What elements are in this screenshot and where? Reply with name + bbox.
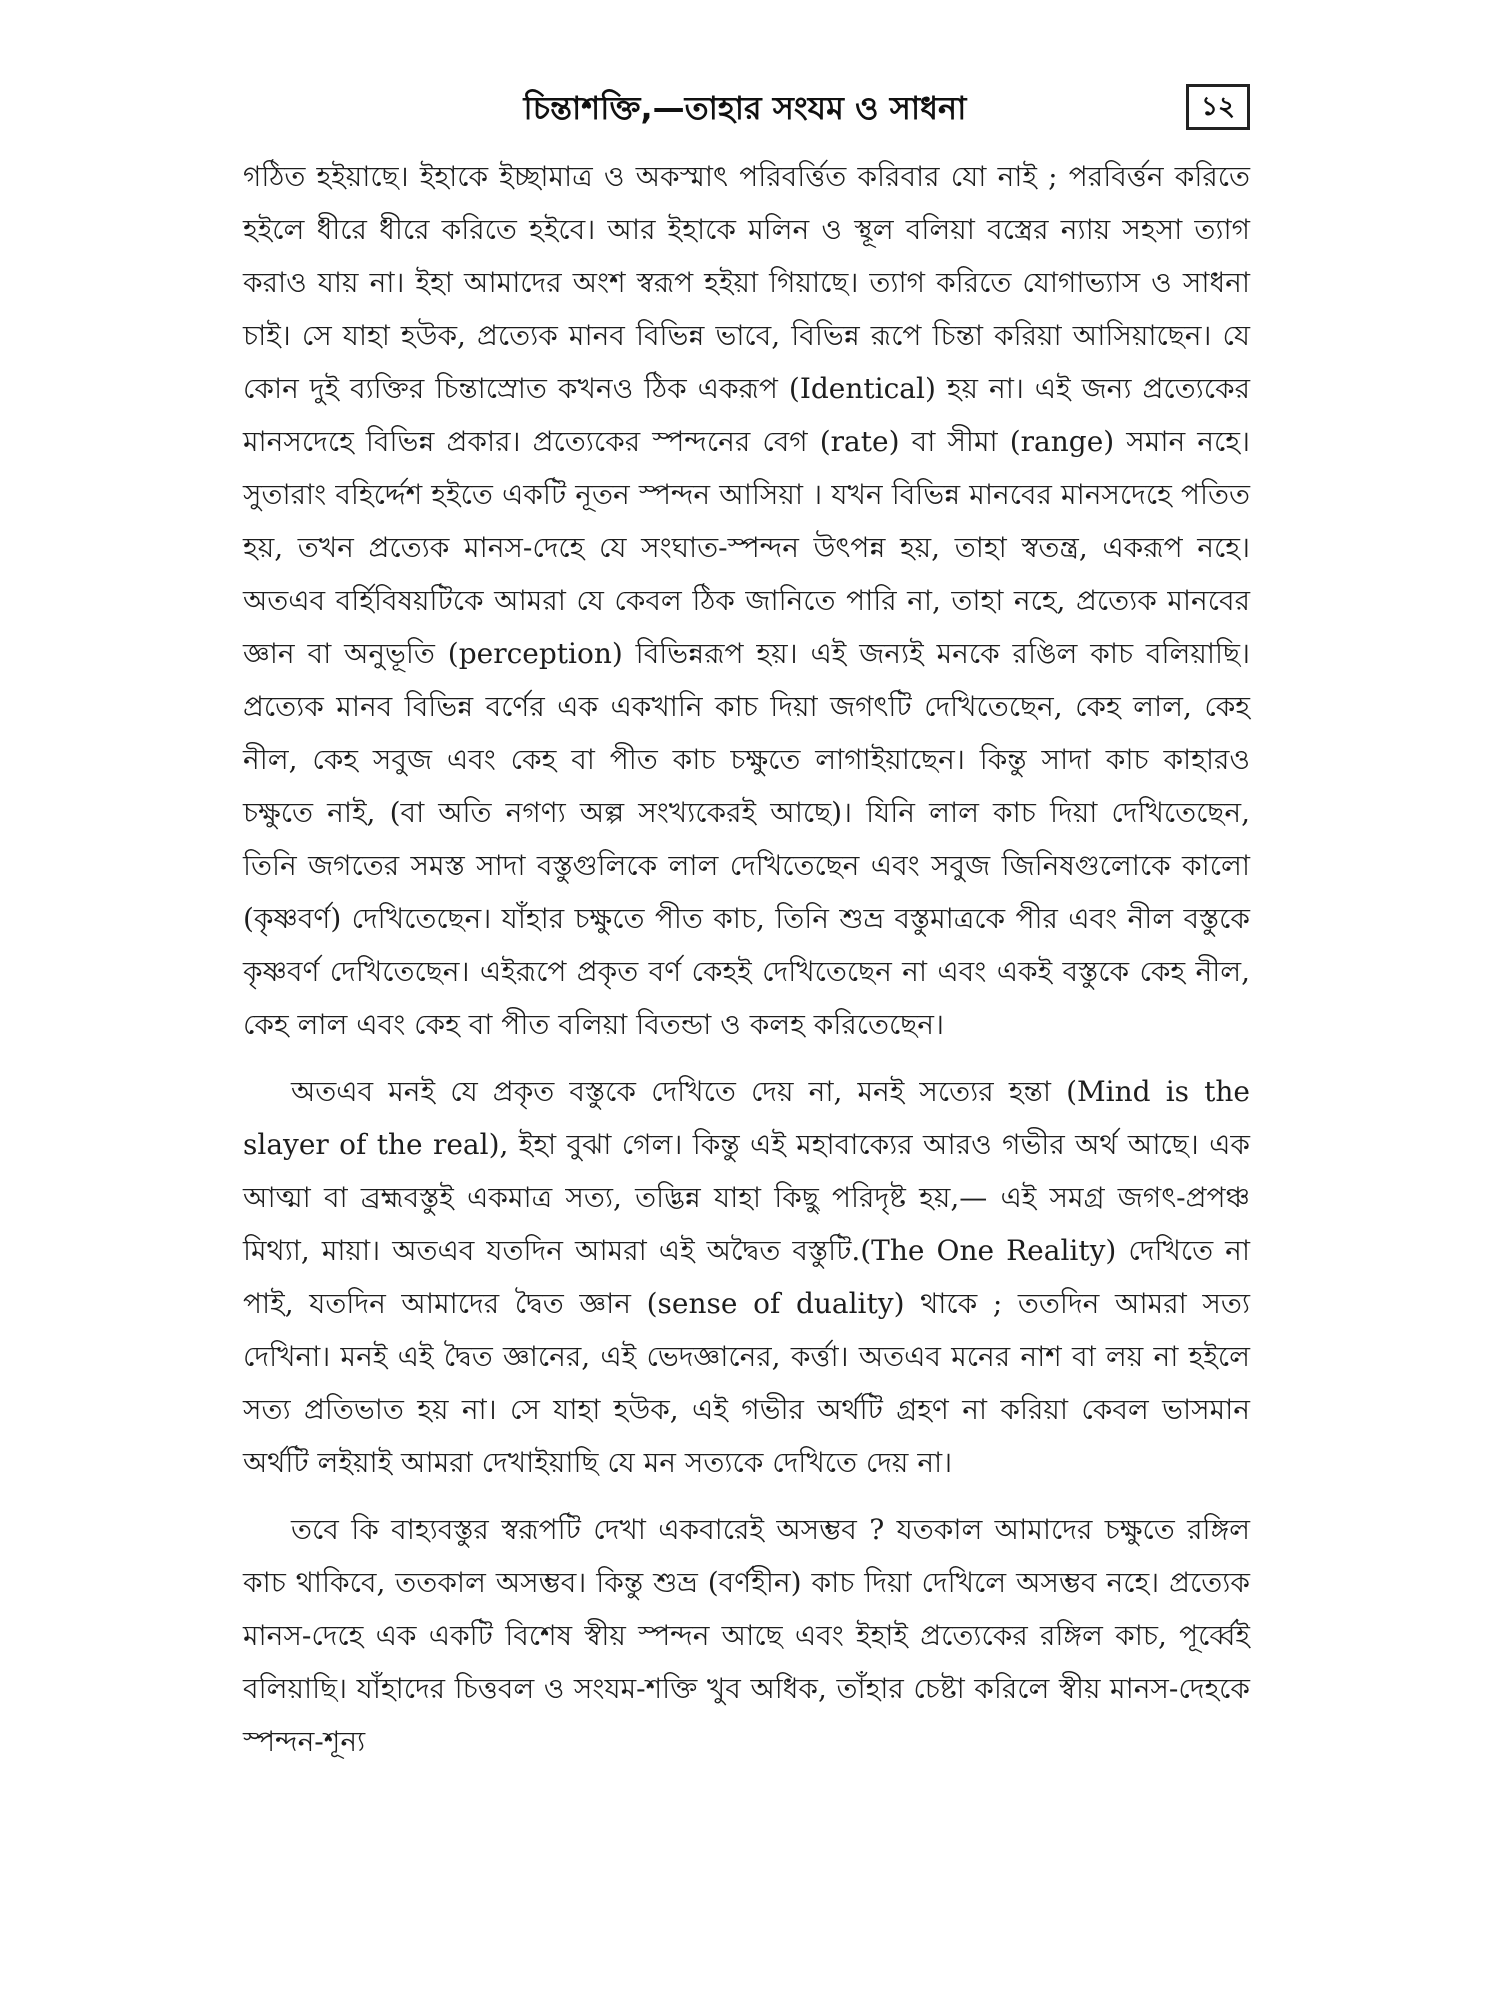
paragraph: তবে কি বাহ্যবস্তুর স্বরূপটি দেখা একবারেই অসম্ভব ? যতকাল আমাদের চক্ষুতে রঙ্গিল কাচ থাকিবে, ততকাল অসম্ভব। কিন্তু শুভ্র (বর্ণহীন) কাচ দিয়া দেখিলে অসম্ভব নহে। প্রত্যেক মানস-দেহে এক একটি বিশেষ স্বীয় স্পন্দন আছে এবং ইহাই প্রত্যেকের রঙ্গিল কাচ, পূর্ব্বেই বলিয়াছি। যাঁহাদের চিত্তবল ও সংযম-শক্তি খুব অধিক, তাঁহার চেষ্টা করিলে স্বীয় মানস-দেহকে স্পন্দন-শূন্য [243, 1513, 1250, 1758]
running-header [240, 82, 1250, 142]
page-number: ১২ [1186, 84, 1250, 130]
body-text [243, 150, 1250, 1768]
paragraph: অতএব মনই যে প্রকৃত বস্তুকে দেখিতে দেয় না, মনই সত্যের হন্তা (Mind is the slayer of the real), ইহা বুঝা গেল। কিন্তু এই মহাবাক্যের আরও গভীর অর্থ আছে। এক আত্মা বা ব্রহ্মবস্তুই একমাত্র সত্য, তদ্ভিন্ন যাহা কিছু পরিদৃষ্ট হয়,— এই সমগ্র জগৎ-প্রপঞ্চ মিথ্যা, মায়া। অতএব যতদিন আমরা এই অদ্বৈত বস্তুটি.(The One Reality) দেখিতে না পাই, যতদিন আমাদের দ্বৈত জ্ঞান (sense of duality) থাকে ; ততদিন আমরা সত্য দেখিনা। মনই এই দ্বৈত জ্ঞানের, এই ভেদজ্ঞানের, কর্ত্তা। অতএব মনের নাশ বা লয় না হইলে সত্য প্রতিভাত হয় না। সে যাহা হউক, এই গভীর অর্থটি গ্রহণ না করিয়া কেবল ভাসমান অর্থটি লইয়াই আমরা দেখাইয়াছি যে মন সত্যকে দেখিতে দেয় না। [243, 1075, 1250, 1479]
paragraph-continued: গঠিত হইয়াছে। ইহাকে ইচ্ছামাত্র ও অকস্মাৎ পরিবর্ত্তিত করিবার যো নাই ; পরবির্ত্তন করিতে হইলে ধীরে ধীরে করিতে হইবে। আর ইহাকে মলিন ও স্থূল বলিয়া বস্ত্রের ন্যায় সহসা ত্যাগ করাও যায় না। ইহা আমাদের অংশ স্বরূপ হইয়া গিয়াছে। ত্যাগ করিতে যোগাভ্যাস ও সাধনা চাই। সে যাহা হউক, প্রত্যেক মানব বিভিন্ন ভাবে, বিভিন্ন রূপে চিন্তা করিয়া আসিয়াছেন। যে কোন দুই ব্যক্তির চিন্তাস্রোত কখনও ঠিক একরূপ (Identical) হয় না। এই জন্য প্রত্যেকের মানসদেহে বিভিন্ন প্রকার। প্রত্যেকের স্পন্দনের বেগ (rate) বা সীমা (range) সমান নহে। সুতারাং বহির্দ্দেশ হইতে একটি নূতন স্পন্দন আসিয়া । যখন বিভিন্ন মানবের মানসদেহে পতিত হয়, তখন প্রত্যেক মানস-দেহে যে সংঘাত-স্পন্দন উৎপন্ন হয়, তাহা স্বতন্ত্র, একরূপ নহে। অতএব বর্হিবিষয়টিকে আমরা যে কেবল ঠিক জানিতে পারি না, তাহা নহে, প্রত্যেক মানবের জ্ঞান বা অনুভূতি (perception) বিভিন্নরূপ হয়। এই জন্যই মনকে রঙিল কাচ বলিয়াছি। প্রত্যেক মানব বিভিন্ন বর্ণের এক একখানি কাচ দিয়া জগৎটি দেখিতেছেন, কেহ লাল, কেহ নীল, কেহ সবুজ এবং কেহ বা পীত কাচ চক্ষুতে লাগাইয়াছেন। কিন্তু সাদা কাচ কাহারও চক্ষুতে নাই, (বা অতি নগণ্য অল্প সংখ্যকেরই আছে)। যিনি লাল কাচ দিয়া দেখিতেছেন, তিনি জগতের সমস্ত সাদা বস্তুগুলিকে লাল দেখিতেছেন এবং সবুজ জিনিষগুলোকে কালো (কৃষ্ণবর্ণ) দেখিতেছেন। যাঁহার চক্ষুতে পীত কাচ, তিনি শুভ্র বস্তুমাত্রকে পীর এবং নীল বস্তুকে কৃষ্ণবর্ণ দেখিতেছেন। এইরূপে প্রকৃত বর্ণ কেহই দেখিতেছেন না এবং একই বস্তুকে কেহ নীল, কেহ লাল এবং কেহ বা পীত বলিয়া বিতন্ডা ও কলহ করিতেছেন। [243, 160, 1250, 1041]
chapter-title: চিন্তাশক্তি,—তাহার সংযম ও সাধনা [523, 89, 967, 127]
